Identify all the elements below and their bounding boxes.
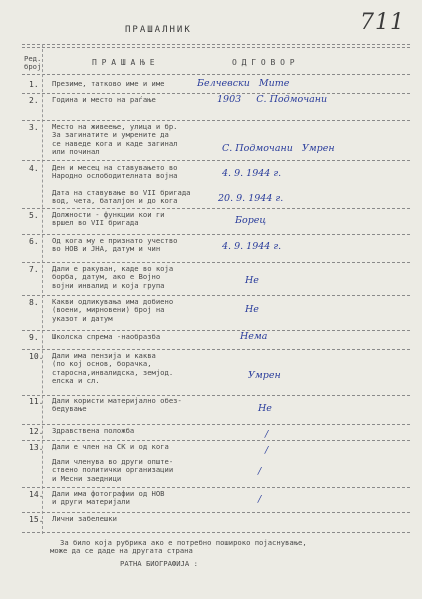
- question-text: Презиме, татково име и име: [52, 79, 165, 88]
- question-text: Година и место на раѓање: [52, 95, 156, 104]
- question-text: старосна,инвалидска, земјод.: [52, 367, 174, 377]
- handwritten-answer: /: [258, 494, 262, 505]
- column-divider: [42, 44, 43, 534]
- handwritten-answer: Борец: [235, 215, 267, 226]
- question-text: Должности - функции кои ги: [52, 210, 165, 219]
- question-text: бедување: [52, 404, 87, 414]
- column-question-label: П Р А Ш А Њ Е: [92, 58, 155, 67]
- question-text: Здравствена положба: [52, 426, 135, 435]
- question-text: (воени, мирновени) број на: [52, 305, 165, 315]
- row-separator: [22, 295, 410, 296]
- question-text: ствено политички организации: [52, 465, 174, 475]
- row-separator: [22, 234, 410, 235]
- handwritten-answer: Не: [245, 304, 259, 315]
- question-text: или починал: [52, 147, 100, 157]
- header-rule-top-2: [22, 47, 410, 48]
- question-text: и Месни заедници: [52, 473, 122, 483]
- question-number: 12.: [29, 427, 44, 436]
- row-separator: [22, 512, 410, 513]
- handwritten-answer: /: [265, 429, 269, 440]
- question-text: Народно ослободителната војна: [52, 171, 178, 181]
- question-text: вод, чета, баталјон и до кога: [52, 196, 178, 206]
- form-title: ПРАШАЛНИК: [125, 25, 192, 35]
- header-rule-top: [22, 44, 410, 45]
- question-text: се наведе кога и каде загинал: [52, 138, 178, 148]
- question-text: Од кога му е признато учество: [52, 236, 178, 245]
- handwritten-answer: Умрен: [248, 370, 281, 381]
- question-text: указот и датум: [52, 313, 113, 323]
- question-text: Какви одликувања има добиено: [52, 297, 174, 306]
- question-text: Дали членува во други опште-: [52, 457, 174, 466]
- handwritten-answer: 1903 С. Подмочани: [217, 94, 328, 105]
- question-number: 1.: [29, 80, 39, 89]
- row-separator: [22, 487, 410, 488]
- column-answer-label: О Д Г О В О Р: [232, 58, 295, 67]
- question-number: 11.: [29, 397, 44, 406]
- war-biography-label: РАТНА БИОГРАФИЈА :: [120, 559, 198, 568]
- handwritten-answer: Не: [258, 403, 272, 414]
- header-rule-bottom: [22, 74, 410, 75]
- handwritten-answer: /: [258, 466, 262, 477]
- footer-note-1: За било која рубрика ако е потребно пошироко појаснување,: [60, 538, 307, 547]
- question-number: 2.: [29, 96, 39, 105]
- question-text: вршел во VII бригада: [52, 218, 139, 228]
- row-separator: [22, 262, 410, 263]
- handwritten-answer: 4. 9. 1944 г.: [222, 241, 282, 252]
- row-separator: [22, 208, 410, 209]
- handwritten-answer: Белчевски Митe: [197, 78, 290, 89]
- column-number-label-1: Ред.: [24, 54, 42, 63]
- handwritten-answer: 20. 9. 1944 г.: [218, 193, 284, 204]
- question-number: 14.: [29, 490, 44, 499]
- handwritten-answer: 4. 9. 1944 г.: [222, 168, 282, 179]
- question-text: и други материјали: [52, 497, 130, 507]
- handwritten-answer: С. Подмочани Умрен: [222, 143, 335, 154]
- handwritten-answer: Нема: [240, 331, 268, 342]
- question-text: Школска спрема -наобразба: [52, 332, 161, 341]
- question-number: 9.: [29, 333, 39, 342]
- archive-number: 711: [360, 10, 405, 35]
- question-text: Ден и месец на ставувањето во: [52, 163, 178, 172]
- question-text: борба, датум, ако е Војно: [52, 272, 161, 282]
- row-separator: [22, 440, 410, 441]
- question-text: Лични забелешки: [52, 514, 117, 523]
- question-text: Дали има пензија и каква: [52, 351, 156, 360]
- question-number: 7.: [29, 265, 39, 274]
- question-number: 8.: [29, 298, 39, 307]
- question-text: Дали е член на СК и од кога: [52, 442, 169, 451]
- question-number: 13.: [29, 443, 44, 452]
- question-text: За загинатите и умрените да: [52, 130, 169, 140]
- question-text: војни инвалид и која група: [52, 280, 165, 290]
- question-number: 3.: [29, 123, 39, 132]
- column-number-label-2: број: [24, 62, 42, 71]
- question-text: Дали користи материјално обез-: [52, 396, 182, 405]
- question-number: 4.: [29, 164, 39, 173]
- question-text: Дали има фотографии од НОВ: [52, 489, 165, 498]
- row-separator: [22, 424, 410, 425]
- question-text: (по кој основ, борачка,: [52, 359, 152, 369]
- question-number: 6.: [29, 237, 39, 246]
- question-text: елска и сл.: [52, 376, 100, 386]
- handwritten-answer: /: [265, 445, 269, 456]
- row-separator: [22, 120, 410, 121]
- row-separator: [22, 330, 410, 331]
- question-text: Дали е ракуван, каде во која: [52, 264, 174, 273]
- footer-note-2: може да се даде на другата страна: [50, 546, 193, 555]
- question-text: Дата на ставување во VII бригада: [52, 188, 191, 197]
- question-number: 15.: [29, 515, 44, 524]
- question-number: 5.: [29, 211, 39, 220]
- question-text: Место на живеење, улица и бр.: [52, 122, 178, 131]
- question-number: 10.: [29, 352, 44, 361]
- handwritten-answer: Не: [245, 275, 259, 286]
- question-text: во НОВ и ЈНА, датум и чин: [52, 244, 161, 254]
- row-separator: [22, 395, 410, 396]
- row-separator: [22, 160, 410, 161]
- row-separator: [22, 532, 410, 533]
- row-separator: [22, 93, 410, 94]
- row-separator: [22, 349, 410, 350]
